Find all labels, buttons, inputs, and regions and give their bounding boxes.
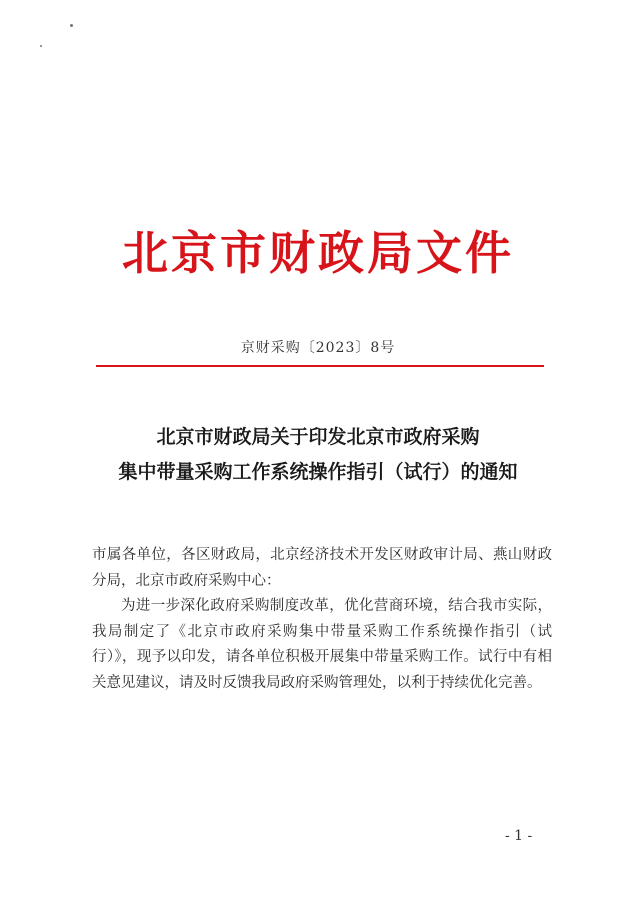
notice-title-line-2: 集中带量采购工作系统操作指引（试行）的通知: [118, 461, 518, 483]
document-header-title: 北京市财政局文件: [122, 226, 514, 280]
scan-speck: [70, 24, 73, 27]
document-number: 京财采购〔2023〕8号: [240, 340, 396, 356]
recipients-paragraph: 市属各单位，各区财政局，北京经济技术开发区财政审计局、燕山财政分局，北京市政府采购中心：: [92, 547, 552, 589]
notice-body: [92, 543, 552, 696]
scan-speck: [40, 45, 42, 47]
notice-title-line-1: 北京市财政局关于印发北京市政府采购: [156, 426, 480, 448]
page-number: - 1 -: [505, 828, 533, 844]
main-paragraph: 为进一步深化政府采购制度改革，优化营商环境，结合我市实际，我局制定了《北京市政府采购集中带量采购工作系统操作指引（试行）》，现予以印发，请各单位积极开展集中带量采购工作。试行中有相关意见建议，请及时反馈我局政府采购管理处，以利于持续优化完善。: [92, 598, 552, 691]
notice-title: [0, 420, 636, 490]
red-divider-line: [96, 365, 544, 367]
